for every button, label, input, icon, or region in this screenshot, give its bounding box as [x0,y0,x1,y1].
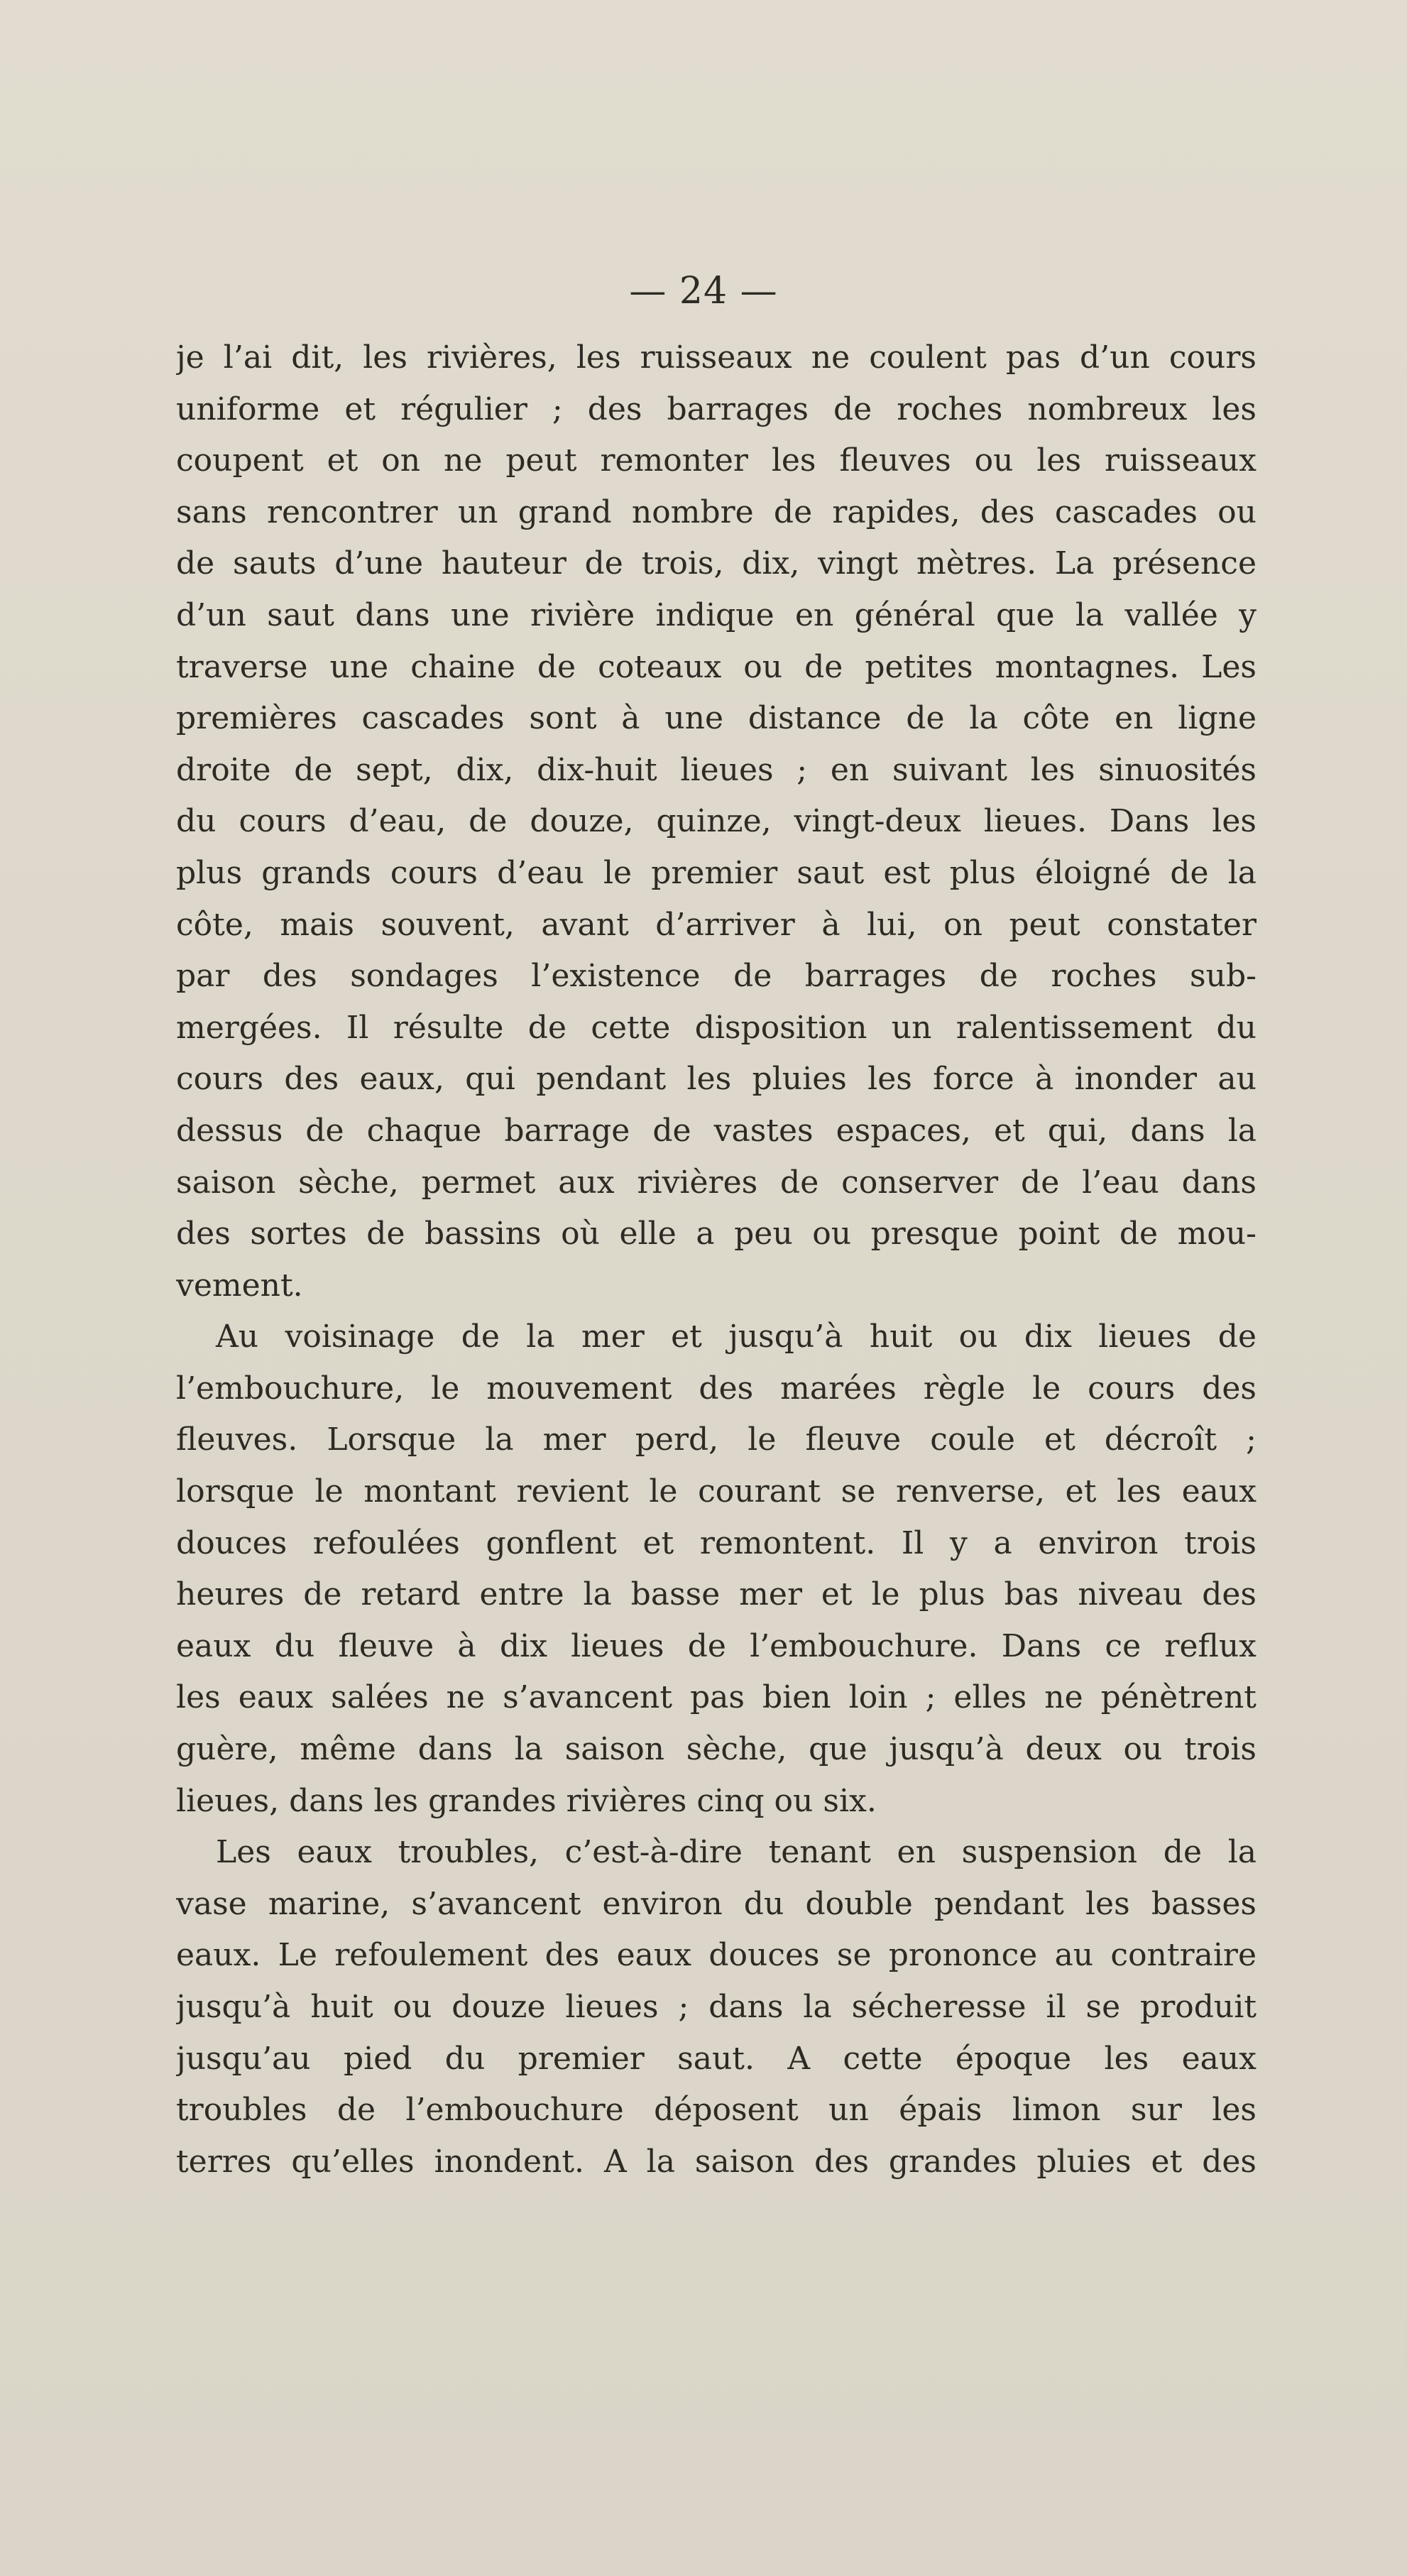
text-line: lorsque le montant revient le courant se renverse, et les eaux [176,1473,1257,1510]
body-text [176,332,1257,2188]
text-line: saison sèche, permet aux rivières de conserver de l’eau dans [176,1164,1257,1201]
text-line: je l’ai dit, les rivières, les ruisseaux ne coulent pas d’un cours [176,339,1257,376]
text-line: eaux. Le refoulement des eaux douces se prononce au contraire [176,1937,1257,1974]
text-line: d’un saut dans une rivière indique en général que la vallée y [176,596,1257,633]
paragraph-start-line: Au voisinage de la mer et jusqu’à huit ou dix lieues de [216,1319,1257,1355]
text-line: fleuves. Lorsque la mer perd, le fleuve coule et décroît ; [176,1421,1257,1458]
text-line: guère, même dans la saison sèche, que jusqu’à deux ou trois [176,1731,1257,1768]
text-line: sans rencontrer un grand nombre de rapides, des cascades ou [176,493,1257,530]
text-line: cours des eaux, qui pendant les pluies les force à inonder au [176,1061,1257,1098]
text-line: vement. [176,1267,303,1304]
text-line: jusqu’au pied du premier saut. A cette époque les eaux [176,2040,1257,2077]
text-line: vase marine, s’avancent environ du double pendant les basses [176,1885,1257,1922]
text-line: heures de retard entre la basse mer et le plus bas niveau des [176,1576,1257,1613]
text-line: coupent et on ne peut remonter les fleuves ou les ruisseaux [176,442,1257,479]
text-line: jusqu’à huit ou douze lieues ; dans la sécheresse il se produit [176,1989,1257,2025]
text-line: terres qu’elles inondent. A la saison des grandes pluies et des [176,2143,1257,2180]
page-number: — 24 — [629,270,778,312]
text-line: du cours d’eau, de douze, quinze, vingt-deux lieues. Dans les [176,803,1257,840]
text-line: des sortes de bassins où elle a peu ou presque point de mou- [176,1216,1257,1252]
text-line: plus grands cours d’eau le premier saut est plus éloigné de la [176,854,1257,891]
text-line: troubles de l’embouchure déposent un épais limon sur les [176,2092,1257,2129]
text-line: douces refoulées gonflent et remontent. Il y a environ trois [176,1524,1257,1561]
text-line: lieues, dans les grandes rivières cinq ou six. [176,1782,877,1819]
text-line: mergées. Il résulte de cette disposition un ralentissement du [176,1009,1257,1046]
text-line: l’embouchure, le mouvement des marées règle le cours des [176,1370,1257,1407]
text-line: de sauts d’une hauteur de trois, dix, vingt mètres. La présence [176,545,1257,582]
paragraph-start-line: Les eaux troubles, c’est-à-dire tenant en suspension de la [216,1834,1257,1871]
text-line: côte, mais souvent, avant d’arriver à lui, on peut constater [176,906,1257,943]
text-line: uniforme et régulier ; des barrages de roches nombreux les [176,391,1257,427]
text-line: premières cascades sont à une distance de la côte en ligne [176,700,1257,737]
text-line: droite de sept, dix, dix-huit lieues ; en suivant les sinuosités [176,751,1257,788]
text-line: par des sondages l’existence de barrages de roches sub- [176,958,1257,995]
text-line: dessus de chaque barrage de vastes espaces, et qui, dans la [176,1112,1257,1149]
text-line: traverse une chaine de coteaux ou de petites montagnes. Les [176,648,1257,685]
text-line: les eaux salées ne s’avancent pas bien loin ; elles ne pénètrent [176,1679,1257,1716]
text-line: eaux du fleuve à dix lieues de l’embouchure. Dans ce reflux [176,1627,1257,1664]
